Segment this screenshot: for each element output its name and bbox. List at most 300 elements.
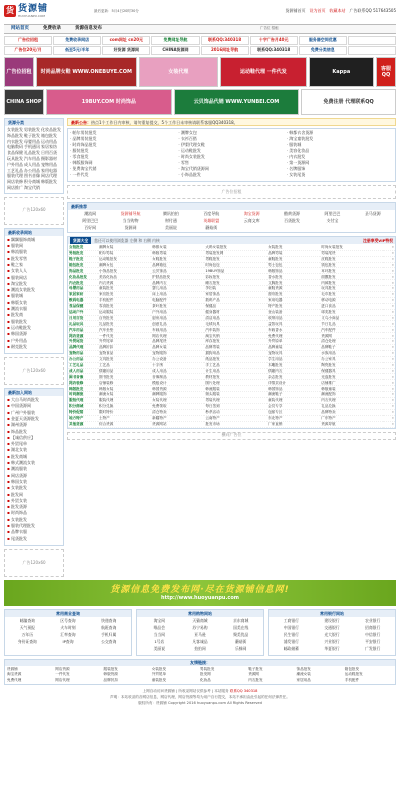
friend-link[interactable]: 品牌折扣 (103, 677, 118, 682)
row-link[interactable]: 美容化妆品 (98, 274, 151, 280)
row-link[interactable]: 厂家直销 (267, 421, 320, 427)
row-category[interactable]: 积分商城 (68, 403, 98, 409)
row-link[interactable]: 学生用品 (267, 356, 320, 362)
featured-link[interactable]: · 零食批发 (70, 155, 176, 161)
more-link[interactable]: » (383, 392, 395, 398)
row-link[interactable]: 秒杀活动 (204, 409, 267, 415)
row-link[interactable]: 品牌女装 (151, 345, 204, 351)
category-link[interactable]: 韩版批发 (41, 179, 57, 185)
list-item[interactable]: ▪ 女装人人 (7, 269, 61, 275)
recommend-link[interactable]: 货源铺导航 (120, 211, 141, 216)
row-link[interactable]: 礼品批发 (98, 321, 151, 327)
row-link[interactable]: 韩版饰品 (267, 268, 320, 274)
image-ad-imgads2-3[interactable]: 免费注册 代理联系QQ (301, 89, 396, 115)
featured-link[interactable]: · 第一货源网 (287, 161, 393, 167)
row-link[interactable]: 韩国饰品 (267, 386, 320, 392)
row-link[interactable]: 潮流女装 (98, 392, 151, 398)
row-link[interactable]: 文胸批发 (267, 280, 320, 286)
row-link[interactable]: 图书批发 (98, 374, 151, 380)
bottom-link[interactable]: 汇率查询 (60, 631, 76, 637)
row-link[interactable]: 计生用品 (204, 368, 267, 374)
row-link[interactable]: 小饰品批发 (98, 268, 151, 274)
more-link[interactable]: » (383, 280, 395, 286)
category-link[interactable]: 淘宝代销 (24, 184, 40, 190)
top-ad-slot[interactable]: 广告位 招租 (260, 26, 279, 30)
list-item[interactable]: ▪ 中国货源网 (7, 404, 61, 410)
row-link[interactable]: 云南特产 (204, 415, 267, 421)
more-link[interactable]: » (383, 339, 395, 345)
row-category[interactable]: 汽车用品 (68, 327, 98, 333)
row-link[interactable]: 户外用品 (151, 309, 204, 315)
row-category[interactable]: 母婴用品 (68, 286, 98, 292)
banner-ad-3[interactable]: 免费网址导航 (151, 36, 199, 45)
center-ad[interactable]: 广告位招租 (67, 185, 396, 199)
row-link[interactable]: 童装代理 (267, 398, 320, 404)
bottom-link[interactable]: 国美在线 (233, 624, 249, 630)
row-link[interactable]: 宠物服饰 (151, 350, 204, 356)
category-link[interactable]: 运动用品 (41, 138, 57, 144)
row-link[interactable]: 登山装备 (267, 309, 320, 315)
row-link[interactable]: 外贸尾单 (98, 339, 151, 345)
row-link[interactable]: 厨房用品 (151, 315, 204, 321)
row-category[interactable]: 品牌代理 (68, 345, 98, 351)
row-category[interactable]: 服装代理 (68, 398, 98, 404)
row-category[interactable]: 运动户外 (68, 309, 98, 315)
bottom-link[interactable]: 天气预报 (19, 624, 35, 630)
set-homepage-link[interactable]: 设为首页 (309, 7, 326, 13)
more-link[interactable]: » (383, 380, 395, 386)
row-link[interactable]: 东北特产 (267, 415, 320, 421)
recommend-link[interactable] (232, 226, 272, 231)
list-item[interactable]: ▪ 服装城 (7, 294, 61, 300)
row-link[interactable]: 毛巾批发 (320, 292, 383, 298)
row-link[interactable]: 韩国货源 (151, 386, 204, 392)
row-link[interactable]: 特产批发 (267, 303, 320, 309)
nav-item-1[interactable]: 免费收录 (43, 26, 61, 32)
featured-link[interactable]: · 内衣批发 (287, 155, 393, 161)
bottom-link[interactable]: 浦发银行 (283, 638, 299, 644)
bottom-link[interactable]: 邮编查询 (19, 617, 35, 623)
row-link[interactable]: 孕妇装 (204, 286, 267, 292)
row-category[interactable]: 食品保健 (68, 303, 98, 309)
list-item[interactable]: ▪ 女装批发 (7, 518, 61, 524)
row-link[interactable]: 耳环批发 (320, 268, 383, 274)
recommend-link[interactable]: 百好网 (84, 224, 97, 230)
row-link[interactable]: 茶叶批发 (151, 303, 204, 309)
category-link[interactable]: 饰品批发 (7, 132, 23, 138)
row-link[interactable]: 时尚包包 (204, 262, 267, 268)
featured-link[interactable]: · 韩版服饰网 (70, 161, 176, 167)
row-link[interactable]: 潮流鞋子 (267, 392, 320, 398)
category-link[interactable]: 网店代理 (41, 173, 57, 179)
tab-directory[interactable]: 货源大全 (70, 237, 91, 244)
bottom-link[interactable]: 身份证查询 (17, 638, 37, 644)
category-link[interactable]: 工艺礼品 (7, 167, 23, 173)
row-link[interactable]: 品牌尾货 (151, 339, 204, 345)
bottom-link[interactable]: 区号查询 (60, 617, 76, 623)
banner-ad-10[interactable]: 好货源 货源网 (102, 46, 150, 55)
more-link[interactable]: » (383, 345, 395, 351)
banner-ad-5[interactable]: 十字广告月40元 (250, 36, 298, 45)
row-link[interactable]: 男装尾货 (320, 250, 383, 256)
row-category[interactable]: 成人用品 (68, 368, 98, 374)
row-link[interactable]: 潮牌服饰 (151, 392, 204, 398)
row-category[interactable]: 礼品玩具 (68, 321, 98, 327)
row-link[interactable]: 办公家具 (320, 356, 383, 362)
row-link[interactable]: 移动电源 (320, 297, 383, 303)
row-link[interactable]: 详情页设计 (267, 380, 320, 386)
bottom-link[interactable]: 苏宁易购 (192, 624, 208, 630)
row-category[interactable]: 鞋子批发 (68, 256, 98, 262)
friend-link[interactable]: 手机配件 (344, 677, 360, 682)
image-ad-imgads-0[interactable]: 广告位招租 (4, 57, 34, 87)
list-item[interactable]: ▪ 外贸女装 (7, 499, 61, 505)
row-link[interactable]: 家用电器 (267, 297, 320, 303)
row-link[interactable]: 办公设备 (151, 356, 204, 362)
banner-ad-4[interactable]: 联系QQ:340318 (201, 36, 249, 45)
row-link[interactable]: 创意礼品 (151, 321, 204, 327)
banner-ad-8[interactable]: 广告位20元/月 (4, 46, 52, 55)
row-link[interactable]: 清洁用品 (204, 315, 267, 321)
category-link[interactable]: 网店装修 (7, 179, 23, 185)
banner-ad-11[interactable]: CHINA货源网 (151, 46, 199, 55)
row-link[interactable]: 新疆特产 (151, 415, 204, 421)
row-link[interactable]: 一件代发 (98, 333, 151, 339)
row-link[interactable]: 陶瓷批发 (320, 362, 383, 368)
list-item[interactable]: ▪ 外贸尾单 (7, 442, 61, 448)
more-link[interactable]: » (383, 274, 395, 280)
row-category[interactable]: 其他货源 (68, 421, 98, 427)
list-item[interactable]: ▪ 批发商城 (7, 455, 61, 461)
image-ad-imgads2-0[interactable]: CHINA SHOP (4, 89, 44, 115)
slogan-banner[interactable] (4, 580, 396, 606)
row-link[interactable]: 店铺装修 (98, 380, 151, 386)
category-link[interactable]: 食品保健 (7, 150, 23, 156)
row-link[interactable]: 睡衣批发 (204, 280, 267, 286)
category-link[interactable]: 网店推广 (7, 184, 23, 190)
logo[interactable] (4, 4, 74, 18)
row-category[interactable]: 网店装修 (68, 380, 98, 386)
category-link[interactable]: 家用电器 (41, 167, 57, 173)
row-category[interactable]: 韩版批发 (68, 386, 98, 392)
friend-link[interactable]: 免费代理 (7, 677, 22, 682)
row-link[interactable]: 玩具批发 (320, 286, 383, 292)
row-category[interactable]: 办公用品 (68, 356, 98, 362)
row-link[interactable]: 品牌特卖 (320, 409, 383, 415)
more-link[interactable]: » (383, 292, 395, 298)
more-link[interactable]: » (383, 262, 395, 268)
bottom-link[interactable]: 淘宝网 (153, 617, 166, 623)
row-link[interactable]: 品牌内衣 (151, 280, 204, 286)
row-link[interactable]: 批发市场 (204, 421, 267, 427)
row-link[interactable]: 家居饰品 (204, 292, 267, 298)
more-link[interactable]: » (383, 415, 395, 421)
banner-ad-2[interactable]: com网址 cn20元 (102, 36, 150, 45)
bottom-link[interactable]: 航班查询 (101, 624, 117, 630)
row-link[interactable]: 土特产 (98, 415, 151, 421)
row-link[interactable]: 水族用品 (320, 350, 383, 356)
category-link[interactable]: 服装代理 (7, 173, 23, 179)
row-category[interactable]: 箱包批发 (68, 262, 98, 268)
recommend-link[interactable] (353, 226, 393, 231)
featured-link[interactable]: · 运动鞋批发 (178, 149, 284, 155)
bottom-link[interactable]: 工商银行 (283, 617, 299, 623)
friend-link[interactable]: 货源铺 (7, 666, 18, 671)
bottom-link[interactable]: 聚美优品 (233, 631, 249, 637)
list-item[interactable]: ▪ 服装批发 (7, 320, 61, 326)
bottom-link[interactable]: IP查询 (62, 638, 74, 644)
list-item[interactable]: ▪ 韩式潮流女装 (7, 461, 61, 467)
featured-link[interactable]: · 一件代发 (70, 173, 176, 179)
more-link[interactable]: » (383, 327, 395, 333)
list-item[interactable]: ▪ 金夏天货源批发 (7, 417, 61, 423)
bookmark-link[interactable]: 收藏本站 (329, 7, 346, 13)
friend-link[interactable]: 服装批发 (103, 666, 118, 671)
bottom-link[interactable]: 光大银行 (324, 631, 340, 637)
featured-link[interactable]: · 品牌男装批发 (70, 137, 176, 143)
image-ad-imgads-2[interactable]: 女装代理 (139, 57, 218, 87)
list-item[interactable]: ▪ 批发零售 (7, 257, 61, 263)
more-link[interactable]: » (383, 250, 395, 256)
row-link[interactable]: 品牌箱包 (151, 262, 204, 268)
featured-link[interactable]: · 服装批发 (70, 149, 176, 155)
row-link[interactable]: 汽车坐垫 (98, 327, 151, 333)
more-link[interactable]: » (383, 403, 395, 409)
center-bottom-ad[interactable]: 横向广告位 (67, 432, 396, 440)
row-link[interactable]: 韩版男装 (151, 250, 204, 256)
row-link[interactable]: 女鞋批发 (151, 256, 204, 262)
row-link[interactable]: 模板设计 (151, 380, 204, 386)
row-category[interactable]: 家居家纺 (68, 292, 98, 298)
bottom-link[interactable]: 平安银行 (365, 638, 381, 644)
recommend-link[interactable] (272, 226, 312, 231)
featured-link[interactable]: · 衣衫百搭 (178, 137, 284, 143)
bottom-link[interactable]: 中国银行 (283, 624, 299, 630)
row-link[interactable]: 综合货源 (98, 421, 151, 427)
bottom-link[interactable]: 天猫商城 (192, 617, 208, 623)
row-link[interactable]: 义乌小商品 (320, 315, 383, 321)
list-item[interactable]: ▪ 淘宝批发 (7, 282, 61, 288)
row-link[interactable]: 床上用品 (151, 292, 204, 298)
friend-link[interactable]: 一件代发 (55, 672, 70, 677)
banner-ad-0[interactable]: 广告位招租 (4, 36, 52, 45)
bottom-link[interactable]: 兴业银行 (324, 638, 340, 644)
row-link[interactable]: 货源网 (320, 333, 383, 339)
banner-ad-13[interactable]: 联系QQ:340318 (250, 46, 298, 55)
list-item[interactable]: ▪ 网店货源 (7, 474, 61, 480)
recommend-link[interactable]: 腾讯拍拍 (162, 211, 179, 216)
bottom-link[interactable]: 建设银行 (324, 617, 340, 623)
row-link[interactable]: 云贝饰品 (151, 268, 204, 274)
list-item[interactable]: ▪ 韩国货源 (7, 332, 61, 338)
row-link[interactable]: 收纳用品 (267, 315, 320, 321)
row-link[interactable]: 毛绒玩具 (204, 321, 267, 327)
left-ad-1[interactable]: 广告120x60 (4, 197, 64, 225)
more-link[interactable]: » (383, 309, 395, 315)
row-link[interactable]: 运动服装 (98, 309, 151, 315)
row-category[interactable]: 男装批发 (68, 250, 98, 256)
friend-link[interactable]: 运动鞋批发 (344, 672, 363, 677)
more-link[interactable]: » (383, 409, 395, 415)
row-link[interactable]: 百货批发 (98, 315, 151, 321)
recommend-link[interactable]: 英雄联盟 (203, 217, 220, 223)
bottom-link[interactable]: 农业银行 (365, 617, 381, 623)
row-link[interactable]: 运动鞋批发 (98, 256, 151, 262)
row-link[interactable]: 婴儿用品 (151, 286, 204, 292)
row-category[interactable]: 特价促销 (68, 409, 98, 415)
row-link[interactable]: 十字绣 (151, 362, 204, 368)
list-item[interactable]: ▪ 耐克批发 (7, 345, 61, 351)
featured-link[interactable]: · 小饰品批发 (178, 173, 284, 179)
more-link[interactable]: » (383, 421, 395, 427)
featured-link[interactable]: · 时尚女装批发 (178, 155, 284, 161)
featured-link[interactable]: · 淘宝童装批发 (287, 137, 393, 143)
row-link[interactable]: 男装批发网 (204, 250, 267, 256)
friend-link[interactable]: 韩版货源 (103, 672, 118, 677)
category-link[interactable]: 母婴用品 (24, 138, 40, 144)
bottom-link[interactable]: 蘑菇街 (234, 638, 247, 644)
category-link[interactable]: 家居家纺 (41, 144, 57, 150)
list-item[interactable]: ▪ 大自马时尚批发 (7, 398, 61, 404)
bottom-link[interactable]: 火车时刻 (60, 624, 76, 630)
row-link[interactable]: 情趣用品 (98, 368, 151, 374)
featured-link[interactable]: · 服装城 (287, 143, 393, 149)
row-category[interactable]: 网店货源 (68, 333, 98, 339)
recommend-link[interactable]: 云商文库 (243, 217, 260, 223)
row-link[interactable]: 淘宝代销 (204, 333, 267, 339)
featured-link[interactable]: · 名牌服饰 (287, 167, 393, 173)
category-link[interactable]: 手机通讯 (24, 144, 40, 150)
friend-link[interactable]: 化妆品 (200, 677, 211, 682)
recommend-link[interactable]: 淘宝货源 (243, 211, 260, 216)
more-link[interactable]: » (383, 256, 395, 262)
list-item[interactable]: ▪ 户外用品 (7, 339, 61, 345)
bottom-link[interactable]: 广发银行 (365, 645, 381, 651)
list-item[interactable]: ▪ 品牌衣服 (7, 530, 61, 536)
category-link[interactable]: 办公用品 (24, 167, 40, 173)
list-item[interactable]: ▪ 女装批发 (7, 486, 61, 492)
image-ad-imgads2-1[interactable]: 19BUY.COM 时尚饰品 (46, 89, 172, 115)
bottom-link[interactable]: 凡客诚品 (192, 638, 208, 644)
featured-link[interactable]: · 韩都衣舍货源 (287, 131, 393, 137)
row-link[interactable]: 外贸原单 (267, 339, 320, 345)
row-link[interactable]: 品牌折扣 (98, 345, 151, 351)
row-link[interactable]: 猫狗用品 (204, 350, 267, 356)
row-link[interactable]: 网店代理 (151, 333, 204, 339)
category-link[interactable]: 积分商城 (24, 179, 40, 185)
row-link[interactable]: 19BUY饰品 (204, 268, 267, 274)
row-link[interactable]: 零食批发 (98, 303, 151, 309)
friend-link[interactable]: 潮流女装 (296, 672, 311, 677)
friend-link[interactable]: 批发网 (200, 672, 211, 677)
row-link[interactable]: 面膜批发 (320, 274, 383, 280)
row-link[interactable]: 手工艺品 (204, 362, 267, 368)
list-item[interactable]: ▪ 【诚信供应】 (7, 436, 61, 442)
featured-link[interactable]: · 时尚饰品批发 (70, 143, 176, 149)
row-link[interactable]: 情趣内衣 (267, 368, 320, 374)
row-link[interactable]: 钱包批发 (320, 262, 383, 268)
image-ad-imgads-5[interactable]: 客服QQ (376, 57, 396, 87)
category-link[interactable]: 摄影器材 (41, 155, 57, 161)
friend-link[interactable]: 箱包批发 (344, 666, 360, 671)
list-item[interactable]: ▪ 运动鞋批发 (7, 326, 61, 332)
list-item[interactable]: ▪ 尾货批发 (7, 537, 61, 543)
friend-link[interactable]: 男装批发 (200, 666, 215, 671)
row-link[interactable]: 彩妆批发 (204, 274, 267, 280)
row-link[interactable]: 男装代理 (204, 398, 267, 404)
row-link[interactable]: 光盘批发 (320, 374, 383, 380)
featured-link[interactable]: · 潮牌女包 (178, 131, 284, 137)
row-link[interactable]: 成人用品 (151, 368, 204, 374)
bottom-link[interactable]: 快递查询 (101, 617, 117, 623)
row-link[interactable]: 数码产品 (204, 297, 267, 303)
category-link[interactable]: 户外用品 (7, 161, 23, 167)
more-link[interactable]: » (383, 286, 395, 292)
row-category[interactable]: 内衣批发 (68, 280, 98, 286)
row-link[interactable]: 韩流服装 (204, 386, 267, 392)
row-link[interactable]: 童装批发 (98, 286, 151, 292)
row-link[interactable]: 库存批发 (204, 339, 267, 345)
row-link[interactable]: 音像制品 (151, 374, 204, 380)
row-link[interactable]: 店铺推广 (320, 380, 383, 386)
bottom-link[interactable]: 中信银行 (365, 631, 381, 637)
friend-link[interactable]: 饰品批发 (296, 666, 311, 671)
row-link[interactable]: 韩都女装 (151, 244, 204, 250)
row-link[interactable]: 进口食品 (320, 303, 383, 309)
banner-ad-9[interactable]: 低至5元/半年 (53, 46, 101, 55)
list-item[interactable]: ▪ 服装网店 (7, 276, 61, 282)
category-link[interactable]: 电脑数码 (7, 144, 23, 150)
recommend-link[interactable]: 阿里巴巴 (82, 217, 99, 223)
recommend-link[interactable]: 货源网 (124, 224, 137, 230)
bottom-link[interactable]: 唯品会 (153, 624, 166, 630)
more-link[interactable]: » (383, 368, 395, 374)
ad-contact-link[interactable]: 广告联系QQ 517643505 (349, 7, 396, 13)
list-item[interactable]: ▪ 湖北女装 (7, 448, 61, 454)
row-link[interactable]: 清仓处理 (320, 339, 383, 345)
row-link[interactable]: 男士包包 (267, 262, 320, 268)
row-category[interactable]: 日用百货 (68, 315, 98, 321)
home-link[interactable]: 货源铺首页 (285, 7, 306, 13)
friend-link[interactable]: 童装批发 (151, 677, 167, 682)
row-category[interactable]: 工艺礼品 (68, 362, 98, 368)
list-item[interactable]: ▪ 饰品批发 (7, 430, 61, 436)
row-link[interactable]: 宠物玩具 (267, 350, 320, 356)
featured-link[interactable]: · 帕尔男装批发 (70, 131, 176, 137)
row-link[interactable]: 杂志批发 (267, 374, 320, 380)
list-item[interactable]: ▪ 服装网 (7, 244, 61, 250)
category-link[interactable]: 日用百货 (41, 150, 57, 156)
list-item[interactable]: ▪ 湖州货源 (7, 423, 61, 429)
bottom-link[interactable]: 公交查询 (101, 638, 117, 644)
list-item[interactable]: ▪ 潮流服装 (7, 467, 61, 473)
row-link[interactable]: 文具批发 (98, 356, 151, 362)
featured-link[interactable]: · 淘宝代销货源网 (178, 167, 284, 173)
row-link[interactable]: 礼品兑换 (320, 403, 383, 409)
category-link[interactable]: 宠物用品 (41, 161, 57, 167)
row-link[interactable]: 会员专享 (267, 403, 320, 409)
more-link[interactable]: » (383, 398, 395, 404)
row-category[interactable]: 饰品批发 (68, 268, 98, 274)
row-link[interactable]: 童鞋货源 (267, 286, 320, 292)
more-link[interactable]: » (383, 315, 395, 321)
list-item[interactable]: ▪ 批发商 (7, 313, 61, 319)
list-item[interactable]: ▪ 韩国女装 (7, 480, 61, 486)
row-link[interactable]: 时尚女装批发 (320, 244, 383, 250)
nav-item-2[interactable]: 货源信息发布 (75, 26, 102, 32)
bottom-link[interactable]: 1号店 (154, 638, 165, 644)
bottom-link[interactable]: 乐蜂网 (234, 645, 247, 651)
